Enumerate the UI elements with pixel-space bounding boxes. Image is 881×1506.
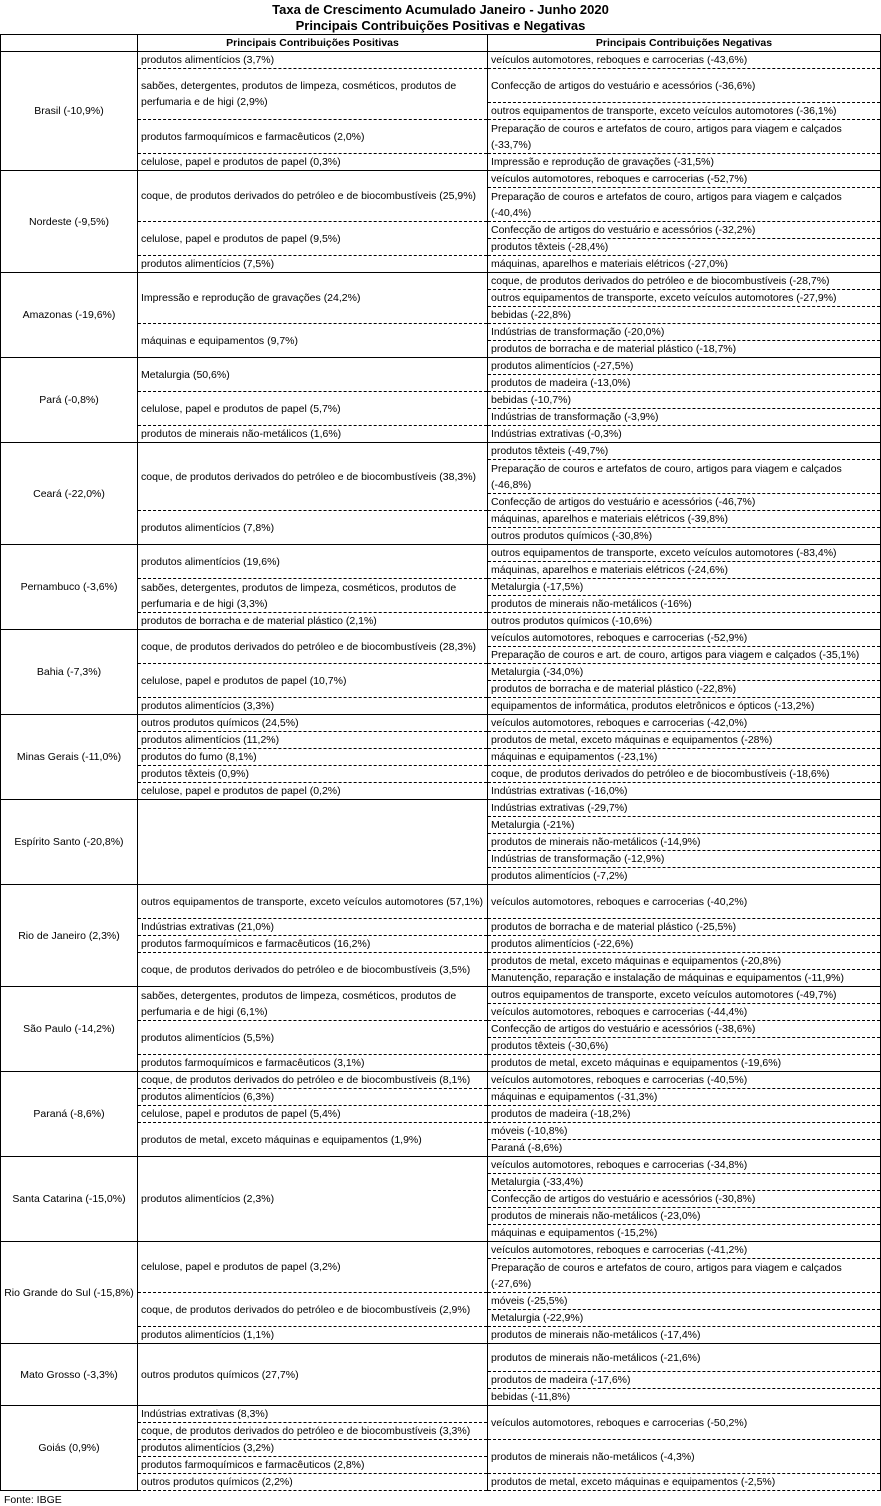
state-cell: Paraná (-8,6%) [1,1072,138,1157]
state-cell: Brasil (-10,9%) [1,52,138,171]
negative-contribution: Confecção de artigos do vestuário e acessórios (-46,7%) [488,494,881,511]
negative-contribution: máquinas e equipamentos (-15,2%) [488,1225,881,1242]
negative-contribution: outros produtos químicos (-10,6%) [488,613,881,630]
state-cell: Rio Grande do Sul (-15,8%) [1,1242,138,1344]
header-state [1,35,138,52]
state-cell: Pernambuco (-3,6%) [1,545,138,630]
negative-contribution: Confecção de artigos do vestuário e acessórios (-36,6%) [488,69,881,103]
positive-contribution: celulose, papel e produtos de papel (0,3%) [138,154,488,171]
positive-contribution: outros produtos químicos (27,7%) [138,1344,488,1406]
negative-contribution: Confecção de artigos do vestuário e acessórios (-30,8%) [488,1191,881,1208]
positive-contribution: coque, de produtos derivados do petróleo e de biocombustíveis (3,5%) [138,953,488,987]
table-row [1,800,881,817]
negative-contribution: produtos de madeira (-17,6%) [488,1372,881,1389]
positive-contribution: celulose, papel e produtos de papel (9,5%) [138,222,488,256]
positive-contribution: outros produtos químicos (2,2%) [138,1474,488,1491]
negative-contribution: máquinas, aparelhos e materiais elétricos (-39,8%) [488,511,881,528]
negative-contribution: outros equipamentos de transporte, exceto veículos automotores (-49,7%) [488,987,881,1004]
table-row [1,358,881,375]
positive-contribution: produtos de minerais não-metálicos (1,6%) [138,426,488,443]
negative-contribution: veículos automotores, reboques e carrocerias (-52,9%) [488,630,881,647]
negative-contribution: Metalurgia (-33,4%) [488,1174,881,1191]
positive-contribution: sabões, detergentes, produtos de limpeza, cosméticos, produtos de perfumaria e de higi (3,3%) [138,579,488,613]
negative-contribution: produtos de borracha e de material plástico (-22,8%) [488,681,881,698]
positive-contribution: produtos do fumo (8,1%) [138,749,488,766]
state-cell: Nordeste (-9,5%) [1,171,138,273]
negative-contribution: máquinas, aparelhos e materiais elétricos (-24,6%) [488,562,881,579]
negative-contribution: produtos alimentícios (-22,6%) [488,936,881,953]
negative-contribution: veículos automotores, reboques e carrocerias (-41,2%) [488,1242,881,1259]
state-cell: Espírito Santo (-20,8%) [1,800,138,885]
positive-contribution: Indústrias extrativas (21,0%) [138,919,488,936]
positive-contribution: máquinas e equipamentos (9,7%) [138,324,488,358]
positive-contribution: produtos alimentícios (5,5%) [138,1021,488,1055]
negative-contribution: bebidas (-22,8%) [488,307,881,324]
negative-contribution: produtos de minerais não-metálicos (-17,4%) [488,1327,881,1344]
negative-contribution: veículos automotores, reboques e carrocerias (-52,7%) [488,171,881,188]
negative-contribution: produtos de metal, exceto máquinas e equipamentos (-19,6%) [488,1055,881,1072]
positive-contribution: produtos alimentícios (3,7%) [138,52,488,69]
negative-contribution: Indústrias extrativas (-16,0%) [488,783,881,800]
negative-contribution: veículos automotores, reboques e carrocerias (-40,5%) [488,1072,881,1089]
negative-contribution: produtos de metal, exceto máquinas e equipamentos (-2,5%) [488,1474,881,1491]
positive-contribution: produtos alimentícios (7,5%) [138,256,488,273]
positive-contribution: coque, de produtos derivados do petróleo e de biocombustíveis (2,9%) [138,1293,488,1327]
negative-contribution: produtos de metal, exceto máquinas e equipamentos (-28%) [488,732,881,749]
negative-contribution: produtos de minerais não-metálicos (-16%) [488,596,881,613]
positive-contribution: produtos têxteis (0,9%) [138,766,488,783]
negative-contribution: Preparação de couros e artefatos de couro, artigos para viagem e calçados (-27,6%) [488,1259,881,1293]
negative-contribution: produtos de borracha e de material plástico (-18,7%) [488,341,881,358]
table-row [1,1157,881,1174]
state-cell: Santa Catarina (-15,0%) [1,1157,138,1242]
negative-contribution: produtos de madeira (-18,2%) [488,1106,881,1123]
negative-contribution: veículos automotores, reboques e carrocerias (-40,2%) [488,885,881,919]
negative-contribution: máquinas e equipamentos (-23,1%) [488,749,881,766]
state-cell: Bahia (-7,3%) [1,630,138,715]
source-note: Fonte: IBGE [4,1494,62,1506]
negative-contribution: veículos automotores, reboques e carrocerias (-44,4%) [488,1004,881,1021]
positive-contribution: produtos farmoquímicos e farmacêuticos (16,2%) [138,936,488,953]
negative-contribution: produtos alimentícios (-27,5%) [488,358,881,375]
negative-contribution: produtos de borracha e de material plástico (-25,5%) [488,919,881,936]
positive-contribution: sabões, detergentes, produtos de limpeza, cosméticos, produtos de perfumaria e de higi (2,9%) [138,69,488,120]
negative-contribution: veículos automotores, reboques e carrocerias (-43,6%) [488,52,881,69]
negative-contribution: Indústrias extrativas (-0,3%) [488,426,881,443]
table-row [1,1242,881,1259]
positive-contribution: produtos alimentícios (7,8%) [138,511,488,545]
negative-contribution: veículos automotores, reboques e carrocerias (-42,0%) [488,715,881,732]
table-row [1,1344,881,1372]
positive-contribution: produtos de borracha e de material plástico (2,1%) [138,613,488,630]
negative-contribution: outros equipamentos de transporte, exceto veículos automotores (-83,4%) [488,545,881,562]
positive-contribution: celulose, papel e produtos de papel (5,7%) [138,392,488,426]
contributions-table [0,34,881,1491]
positive-contribution: outros produtos químicos (24,5%) [138,715,488,732]
negative-contribution: Confecção de artigos do vestuário e acessórios (-38,6%) [488,1021,881,1038]
table-row [1,987,881,1004]
negative-contribution: produtos têxteis (-49,7%) [488,443,881,460]
negative-contribution: veículos automotores, reboques e carrocerias (-34,8%) [488,1157,881,1174]
table-row [1,273,881,290]
positive-contribution: celulose, papel e produtos de papel (3,2%) [138,1242,488,1293]
state-cell: Amazonas (-19,6%) [1,273,138,358]
state-cell: Ceará (-22,0%) [1,443,138,545]
positive-contribution: produtos alimentícios (6,3%) [138,1089,488,1106]
negative-contribution: produtos de minerais não-metálicos (-23,0%) [488,1208,881,1225]
positive-contribution: Impressão e reprodução de gravações (24,2%) [138,273,488,324]
negative-contribution: Preparação de couros e artefatos de couro, artigos para viagem e calçados (-33,7%) [488,120,881,154]
header-negative: Principais Contribuições Negativas [488,35,881,52]
negative-contribution: Metalurgia (-17,5%) [488,579,881,596]
positive-contribution: produtos farmoquímicos e farmacêuticos (3,1%) [138,1055,488,1072]
negative-contribution: produtos de metal, exceto máquinas e equipamentos (-20,8%) [488,953,881,970]
negative-contribution: Indústrias de transformação (-12,9%) [488,851,881,868]
document-title [0,0,881,34]
negative-contribution: máquinas e equipamentos (-31,3%) [488,1089,881,1106]
positive-contribution: Metalurgia (50,6%) [138,358,488,392]
negative-contribution: produtos alimentícios (-7,2%) [488,868,881,885]
negative-contribution: equipamentos de informática, produtos eletrônicos e ópticos (-13,2%) [488,698,881,715]
state-cell: Rio de Janeiro (2,3%) [1,885,138,987]
table-row [1,1406,881,1423]
header-row [1,35,881,52]
positive-contribution: celulose, papel e produtos de papel (5,4%) [138,1106,488,1123]
table-row [1,630,881,647]
negative-contribution: Preparação de couros e art. de couro, artigos para viagem e calçados (-35,1%) [488,647,881,664]
positive-contribution: celulose, papel e produtos de papel (10,7%) [138,664,488,698]
positive-contribution: sabões, detergentes, produtos de limpeza, cosméticos, produtos de perfumaria e de higi (6,1%) [138,987,488,1021]
title-line-1: Taxa de Crescimento Acumulado Janeiro - Junho 2020 [272,2,609,17]
negative-contribution: veículos automotores, reboques e carrocerias (-50,2%) [488,1406,881,1440]
header-positive: Principais Contribuições Positivas [138,35,488,52]
table-row [1,52,881,69]
negative-contribution: Confecção de artigos do vestuário e acessórios (-32,2%) [488,222,881,239]
state-cell: Minas Gerais (-11,0%) [1,715,138,800]
table-row [1,443,881,460]
negative-contribution: Indústrias de transformação (-3,9%) [488,409,881,426]
negative-contribution: produtos de minerais não-metálicos (-4,3%) [488,1440,881,1474]
negative-contribution: Paraná (-8,6%) [488,1140,881,1157]
positive-contribution: coque, de produtos derivados do petróleo e de biocombustíveis (28,3%) [138,630,488,664]
positive-contribution: produtos farmoquímicos e farmacêuticos (2,8%) [138,1457,488,1474]
negative-contribution: produtos de minerais não-metálicos (-21,6%) [488,1344,881,1372]
negative-contribution: Metalurgia (-22,9%) [488,1310,881,1327]
table-body [1,52,881,1491]
table-row [1,715,881,732]
positive-contribution [138,800,488,885]
negative-contribution: coque, de produtos derivados do petróleo e de biocombustíveis (-18,6%) [488,766,881,783]
negative-contribution: produtos de minerais não-metálicos (-14,9%) [488,834,881,851]
positive-contribution: coque, de produtos derivados do petróleo e de biocombustíveis (38,3%) [138,443,488,511]
negative-contribution: Preparação de couros e artefatos de couro, artigos para viagem e calçados (-46,8%) [488,460,881,494]
state-cell: Mato Grosso (-3,3%) [1,1344,138,1406]
positive-contribution: outros equipamentos de transporte, exceto veículos automotores (57,1%) [138,885,488,919]
negative-contribution: produtos têxteis (-30,6%) [488,1038,881,1055]
negative-contribution: móveis (-25,5%) [488,1293,881,1310]
positive-contribution: produtos alimentícios (3,2%) [138,1440,488,1457]
positive-contribution: celulose, papel e produtos de papel (0,2%) [138,783,488,800]
state-cell: São Paulo (-14,2%) [1,987,138,1072]
positive-contribution: Indústrias extrativas (8,3%) [138,1406,488,1423]
negative-contribution: produtos têxteis (-28,4%) [488,239,881,256]
negative-contribution: Metalurgia (-21%) [488,817,881,834]
negative-contribution: Indústrias extrativas (-29,7%) [488,800,881,817]
positive-contribution: produtos alimentícios (3,3%) [138,698,488,715]
positive-contribution: coque, de produtos derivados do petróleo e de biocombustíveis (25,9%) [138,171,488,222]
positive-contribution: produtos alimentícios (1,1%) [138,1327,488,1344]
positive-contribution: coque, de produtos derivados do petróleo e de biocombustíveis (8,1%) [138,1072,488,1089]
table-row [1,1072,881,1089]
table-row [1,885,881,919]
negative-contribution: produtos de madeira (-13,0%) [488,375,881,392]
negative-contribution: bebidas (-10,7%) [488,392,881,409]
state-cell: Pará (-0,8%) [1,358,138,443]
negative-contribution: outros equipamentos de transporte, exceto veículos automotores (-36,1%) [488,103,881,120]
positive-contribution: produtos alimentícios (19,6%) [138,545,488,579]
negative-contribution: bebidas (-11,8%) [488,1389,881,1406]
positive-contribution: produtos de metal, exceto máquinas e equipamentos (1,9%) [138,1123,488,1157]
table-row [1,171,881,188]
title-line-2: Principais Contribuições Positivas e Negativas [295,18,586,33]
negative-contribution: Indústrias de transformação (-20,0%) [488,324,881,341]
positive-contribution: produtos alimentícios (11,2%) [138,732,488,749]
state-cell: Goiás (0,9%) [1,1406,138,1491]
positive-contribution: produtos alimentícios (2,3%) [138,1157,488,1242]
negative-contribution: Preparação de couros e artefatos de couro, artigos para viagem e calçados (-40,4%) [488,188,881,222]
negative-contribution: Impressão e reprodução de gravações (-31,5%) [488,154,881,171]
positive-contribution: produtos farmoquímicos e farmacêuticos (2,0%) [138,120,488,154]
negative-contribution: Metalurgia (-34,0%) [488,664,881,681]
negative-contribution: outros produtos químicos (-30,8%) [488,528,881,545]
negative-contribution: máquinas, aparelhos e materiais elétricos (-27,0%) [488,256,881,273]
negative-contribution: móveis (-10,8%) [488,1123,881,1140]
negative-contribution: Manutenção, reparação e instalação de máquinas e equipamentos (-11,9%) [488,970,881,987]
table-row [1,545,881,562]
negative-contribution: outros equipamentos de transporte, exceto veículos automotores (-27,9%) [488,290,881,307]
positive-contribution: coque, de produtos derivados do petróleo e de biocombustíveis (3,3%) [138,1423,488,1440]
negative-contribution: coque, de produtos derivados do petróleo e de biocombustíveis (-28,7%) [488,273,881,290]
